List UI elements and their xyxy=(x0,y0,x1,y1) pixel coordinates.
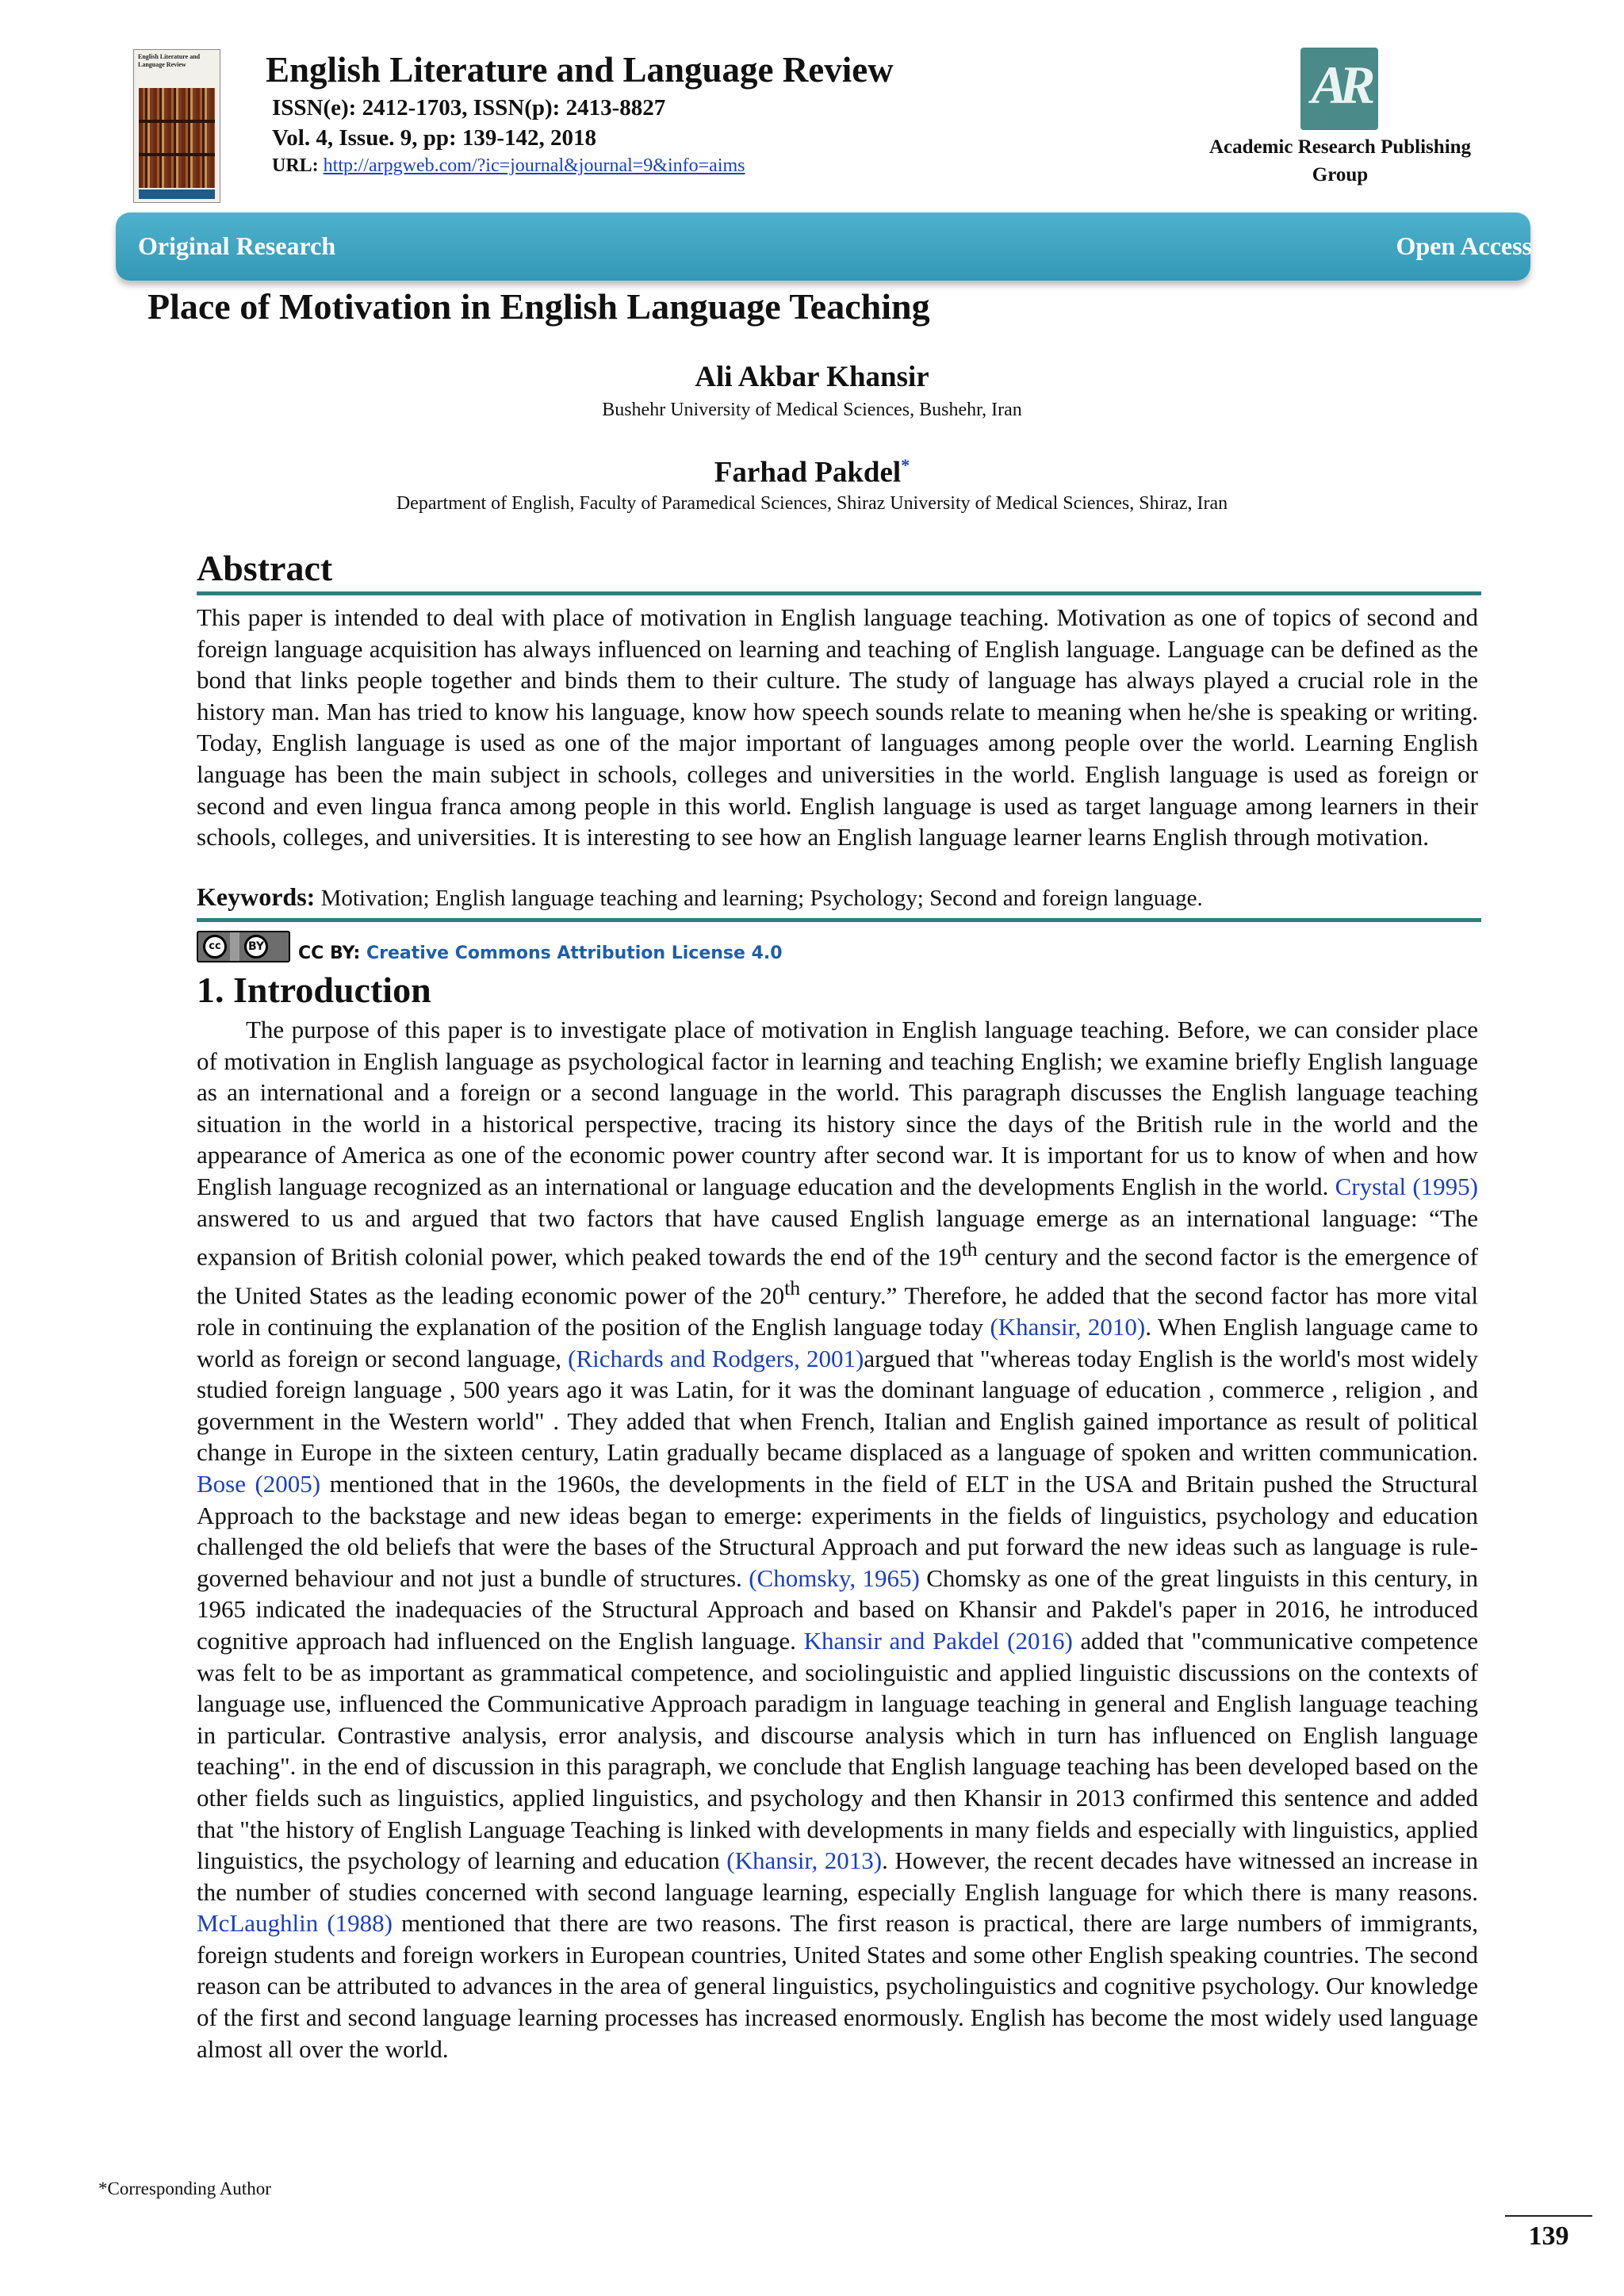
journal-url-line xyxy=(272,155,745,177)
citation-khansir-pakdel-2016[interactable]: Khansir and Pakdel (2016) xyxy=(803,1626,1073,1655)
intro-text-7: mentioned that in the 1960s, the developments in the field of ELT in the USA and Britain pushed the Structural Approach to the backstage and new ideas began to emerge: experiments in the fields of linguistics, psychology and education challenged the old beliefs that were the bases of the Structural Approach and put forward the new ideas such as language is rule-governed behaviour and not just a bundle of structures. xyxy=(197,1469,1478,1592)
intro-text-2: answered to us and argued that two factors that have caused English language emerge as an international language: “The expansion of British colonial power, which peaked towards the end of the 19 xyxy=(197,1203,1478,1271)
introduction-paragraph xyxy=(197,1014,1478,2064)
intro-text-9: added that "communicative competence was felt to be as important as grammatical competence, and sociolinguistic and applied linguistic discussions on the contexts of language use, influenced the Communicative Approach paradigm in language teaching in general and English language teaching in particular. Contrastive analysis, error analysis, and discourse analysis which in turn has influenced on English language teaching". in the end of discussion in this paragraph, we conclude that English language teaching has been developed based on the other fields such as linguistics, applied linguistics, and psychology and then Khansir in 2013 confirmed this sentence and added that "the history of English Language Teaching is linked with developments in many fields and especially with linguistics, applied linguistics, the psychology of learning and education xyxy=(197,1626,1478,1875)
cover-publisher-band xyxy=(139,189,215,199)
citation-chomsky-1965[interactable]: (Chomsky, 1965) xyxy=(749,1563,920,1592)
page-number: 139 xyxy=(1528,2221,1569,2251)
abstract-bottom-rule xyxy=(197,918,1481,922)
citation-crystal-1995[interactable]: Crystal (1995) xyxy=(1335,1172,1478,1200)
citation-khansir-2010[interactable]: (Khansir, 2010) xyxy=(990,1313,1146,1341)
intro-text-8: Chomsky as one of the great linguists in this century, in 1965 indicated the inadequacies of the Structural Approach and based on Khansir and Pakdel's paper in 2016, he introduced cognitive approach had influenced on the English language. xyxy=(197,1563,1479,1655)
cover-title: English Literature and Language Review xyxy=(138,53,201,68)
author-2-name xyxy=(0,455,1624,489)
url-label: URL: xyxy=(272,155,324,176)
abstract-text: This paper is intended to deal with place of motivation in English language teaching. Motivation as one of topics of second and foreign language acquisition has always influenced on learning and teaching of English language. Language can be defined as the bond that links people together and binds them to their culture. The study of language has always played a crucial role in the history man. Man has tried to know his language, know how speech sounds relate to meaning when he/she is speaking or writing. Today, English language is used as one of the major important of languages among people over the world. Learning English language has been the main subject in schools, colleges and universities in the world. English language is used as foreign or second and even lingua franca among people in this world. English language is used as target language among learners in their schools, colleges, and universities. It is interesting to see how an English language learner learns English through motivation. xyxy=(197,603,1478,851)
cc-icon: cc xyxy=(203,935,227,959)
keywords-line xyxy=(197,882,1478,912)
publisher-logo-text: AR xyxy=(1311,55,1368,115)
author-1-name-text: Ali Akbar Khansir xyxy=(695,361,929,393)
journal-url-link[interactable]: http://arpgweb.com/?ic=journal&journal=9&info=aims xyxy=(323,155,745,176)
cc-badge-divider xyxy=(230,932,239,961)
cc-by-icon: BY xyxy=(244,935,268,959)
citation-bose-2005[interactable]: Bose (2005) xyxy=(197,1469,321,1498)
superscript-th: th xyxy=(784,1276,801,1300)
publisher-logo xyxy=(1300,48,1378,130)
cc-license-badge xyxy=(197,931,290,962)
author-2-name-text: Farhad Pakdel xyxy=(714,456,902,489)
cover-bookshelf-graphic xyxy=(139,88,215,188)
corresponding-author-mark: * xyxy=(901,455,910,475)
author-1-name xyxy=(0,360,1624,394)
intro-text-11: mentioned that there are two reasons. The first reason is practical, there are large numbers of immigrants, foreign students and foreign workers in European countries, United States and some other English speaking countries. The second reason can be attributed to advances in the area of general linguistics, psycholinguistics and cognitive psychology. Our knowledge of the first and second language learning processes has increased enormously. English has become the most widely used language almost all over the world. xyxy=(197,1909,1478,2063)
license-label: CC BY: xyxy=(298,943,366,963)
citation-khansir-2013[interactable]: (Khansir, 2013) xyxy=(726,1846,883,1875)
intro-text-6: argued that "whereas today English is the world's most widely studied foreign language , 500 years ago it was Latin, for it was the dominant language of education , commerce , religion , and government in the Western world" . They added that when French, Italian and English gained importance as result of political change in Europe in the sixteen century, Latin gradually became displaced as a language of spoken and written communication. xyxy=(197,1344,1478,1467)
citation-richards-rodgers-2001[interactable]: (Richards and Rodgers, 2001) xyxy=(568,1344,864,1372)
intro-text-1: The purpose of this paper is to investigate place of motivation in English language teaching. Before, we can consider place of motivation in English language as psychological factor in learning and teaching English; we examine briefly English language as an international and a foreign or a second language in the world. This paragraph discusses the English language teaching situation in the world in a historical perspective, tracing its history since the days of the British rule in the world and the appearance of America as one of the economic power country after second war. It is important for us to know of when and how English language recognized as an international or language education and the developments English in the world. xyxy=(197,1016,1478,1200)
paper-title: Place of Motivation in English Language Teaching xyxy=(147,286,930,327)
intro-text-4: century.” Therefore, he added that the second factor has more vital role in continuing the explanation of the position of the English language today xyxy=(197,1281,1478,1341)
article-type-label: Original Research xyxy=(138,232,336,260)
abstract-top-rule xyxy=(197,591,1481,595)
journal-cover-image xyxy=(133,49,220,203)
journal-volume: Vol. 4, Issue. 9, pp: 139-142, 2018 xyxy=(272,125,597,151)
open-access-label: Open Access xyxy=(1396,232,1532,260)
intro-text-10: . However, the recent decades have witnessed an increase in the number of studies concerned with second language learning, especially English language for which there is many reasons. xyxy=(197,1846,1478,1906)
article-type-ribbon xyxy=(116,212,1530,281)
keywords-label: Keywords: xyxy=(197,882,316,911)
author-1-affiliation: Bushehr University of Medical Sciences, Bushehr, Iran xyxy=(602,400,1022,420)
page-number-rule xyxy=(1505,2215,1592,2217)
introduction-heading: 1. Introduction xyxy=(197,970,431,1010)
intro-text-3: century and the second factor is the emergence of the United States as the leading economic power of the 20 xyxy=(197,1242,1478,1310)
publisher-name: Academic Research Publishing Group xyxy=(1208,136,1472,186)
license-link[interactable]: Creative Commons Attribution License 4.0 xyxy=(366,943,783,963)
license-text xyxy=(298,943,783,963)
keywords-text: Motivation; English language teaching and learning; Psychology; Second and foreign language. xyxy=(315,886,1203,911)
journal-issn: ISSN(e): 2412-1703, ISSN(p): 2413-8827 xyxy=(272,95,666,121)
superscript-th: th xyxy=(961,1238,978,1261)
journal-title: English Literature and Language Review xyxy=(266,50,894,90)
citation-mclaughlin-1988[interactable]: McLaughlin (1988) xyxy=(197,1909,393,1938)
intro-text-5: . When English language came to world as foreign or second language, xyxy=(197,1313,1478,1372)
author-2-affiliation: Department of English, Faculty of Paramedical Sciences, Shiraz University of Medical Sciences, Shiraz, Iran xyxy=(396,493,1228,514)
abstract-heading: Abstract xyxy=(197,548,333,588)
corresponding-author-footnote: *Corresponding Author xyxy=(98,2179,271,2198)
